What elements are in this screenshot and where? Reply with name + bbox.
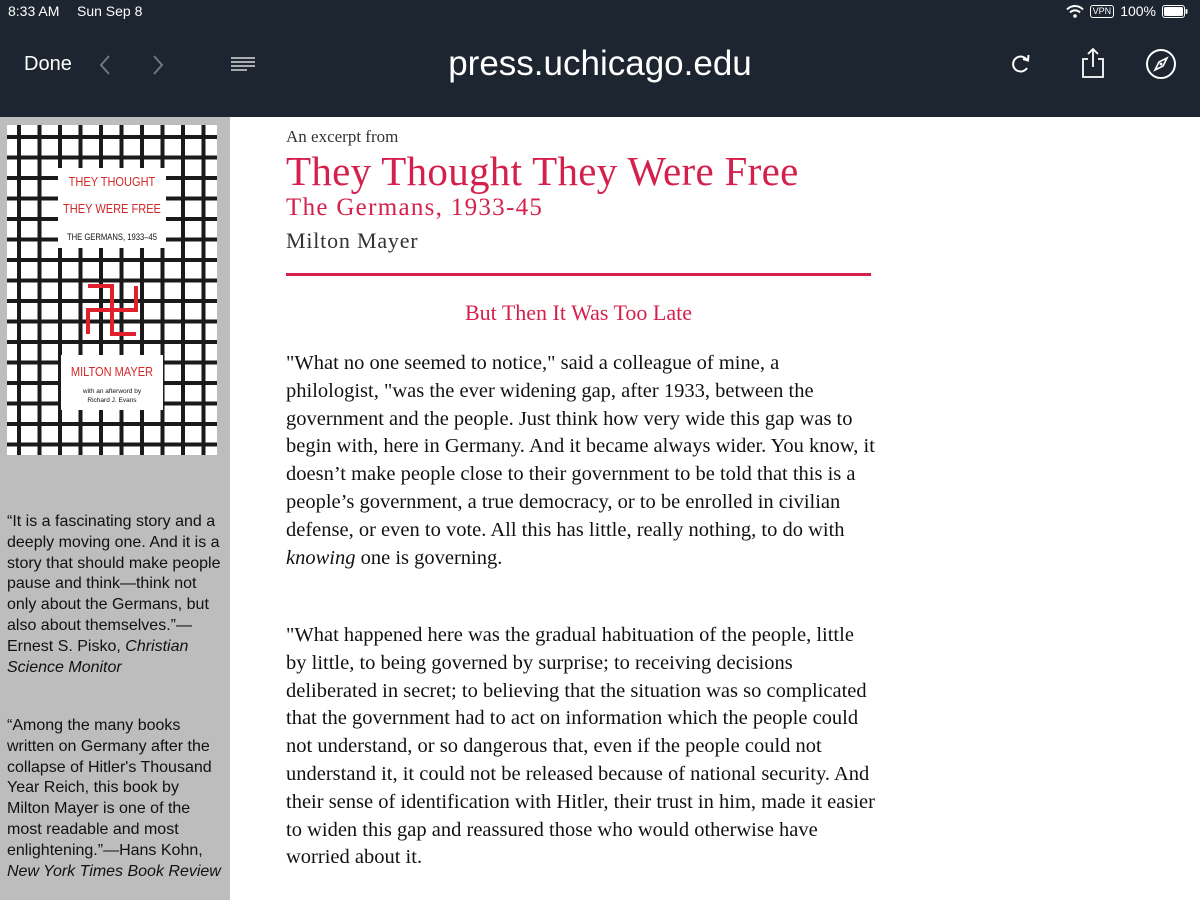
- battery-icon: [1162, 5, 1188, 18]
- cover-title-line-1: THEY THOUGHT: [68, 174, 156, 190]
- quote-text: “Among the many books written on Germany after the collapse of Hitler's Thousand Year Reich, this book by Milton Mayer is one of the most readable and most enlightening.”—Hans Kohn,: [7, 717, 212, 859]
- share-icon[interactable]: [1075, 46, 1111, 82]
- cover-grid-line: [7, 422, 217, 426]
- book-author: Milton Mayer: [286, 228, 419, 253]
- status-time: 8:33 AM: [8, 3, 60, 19]
- excerpt-label: An excerpt from: [286, 127, 399, 146]
- book-title: They Thought They Were Free: [286, 148, 799, 194]
- status-date: Sun Sep 8: [77, 3, 143, 19]
- article: [286, 117, 886, 900]
- book-cover-art: [7, 125, 217, 455]
- section-heading: But Then It Was Too Late: [464, 300, 693, 325]
- quote-source: Christian Science Monitor: [7, 637, 189, 676]
- reload-icon[interactable]: [1003, 46, 1039, 82]
- review-quote: [7, 716, 222, 882]
- paragraph-text: one is governing.: [355, 546, 503, 569]
- emphasis-text: knowing: [286, 546, 356, 569]
- review-quote: [7, 512, 222, 678]
- browser-toolbar: [0, 0, 1200, 117]
- cover-afterword-line-1: with an afterword by: [82, 388, 142, 395]
- article-paragraph: [286, 350, 876, 572]
- paragraph-text: "What no one seemed to notice," said a colleague of mine, a philologist, "was the ever widening gap, after 1933, between the government and the people. Just think how very wide this gap was to begin with, here in Germany. And it became always wider. You know, it doesn’t make people close to their government to be told that this is a people’s government, a true democracy, or to be enrolled in civilian defense, or even to vote. All this has little, really nothing, to do with: [286, 352, 875, 541]
- title-divider: [286, 273, 871, 276]
- cover-afterword-line-2: Richard J. Evans: [87, 397, 137, 404]
- cover-grid-line: [7, 443, 217, 447]
- cover-title-line-2: THEY WERE FREE: [63, 201, 161, 217]
- cover-grid-line: [7, 258, 217, 262]
- cover-grid-line: [7, 135, 217, 139]
- cover-grid-line: [7, 279, 217, 283]
- article-paragraph: "What happened here was the gradual habituation of the people, little by little, to being governed by surprise; to receiving decisions deliberated in secret; to believing that the situation was so complicated that the government had to act on information which the people could not understand, or so dangerous that, even if the people could not understand it, it could not be released because of national security. And their sense of identification with Hitler, their trust in him, made it easier to widen this gap and reassured those who would otherwise have worried about it.: [286, 624, 875, 869]
- cover-subtitle: THE GERMANS, 1933–45: [66, 231, 157, 243]
- book-subtitle: The Germans, 1933-45: [286, 194, 544, 221]
- status-indicators: [1066, 3, 1188, 19]
- cover-author: MILTON MAYER: [70, 364, 154, 380]
- wifi-icon: [1066, 5, 1084, 18]
- done-button[interactable]: Done: [24, 53, 72, 75]
- battery-percent: 100%: [1120, 3, 1156, 19]
- url-field[interactable]: press.uchicago.edu: [448, 44, 752, 83]
- cover-grid-line: [7, 156, 217, 160]
- quote-source: New York Times Book Review: [7, 862, 221, 880]
- book-sidebar: [0, 117, 230, 900]
- vpn-badge: VPN: [1090, 5, 1115, 18]
- book-cover[interactable]: [7, 125, 217, 455]
- compass-icon[interactable]: [1143, 46, 1179, 82]
- cover-grid-line: [7, 340, 217, 344]
- quote-text: “It is a fascinating story and a deeply moving one. And it is a story that should make people pause and think—think not only about the Germans, but also about themselves.”—Ernest S. Pisko,: [7, 513, 221, 655]
